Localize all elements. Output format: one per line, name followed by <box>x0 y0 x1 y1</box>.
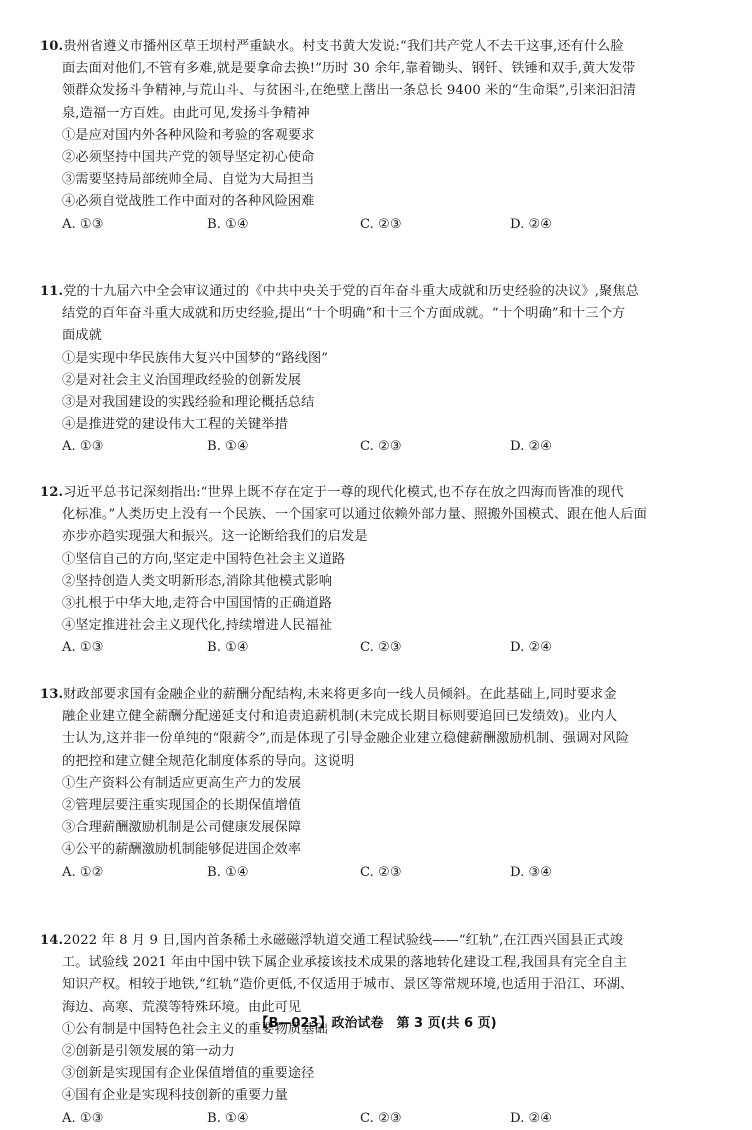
question-stem-text: 亦步亦趋实现强大和振兴。这一论断给我们的启发是 <box>62 529 368 545</box>
statement-option: ③是对我国建设的实践经验和理论概括总结 <box>62 394 315 410</box>
statement-option: ④国有企业是实现科技创新的重要力量 <box>62 1088 288 1104</box>
question-stem-text: 海边、高寒、荒漠等特殊环境。由此可见 <box>62 999 302 1015</box>
answer-choice: B. ①④ <box>207 1110 249 1126</box>
question-stem-line <box>40 706 722 728</box>
question-stem-text: 士认为,这并非一份单纯的“限薪令”,而是体现了引导金融企业建立稳健薪酬激励机制、强调对风险 <box>62 731 630 747</box>
question-stem-line <box>40 303 722 325</box>
question-stem-line <box>40 36 722 58</box>
question-stem-line <box>40 80 722 102</box>
page-footer: 【B—023】政治试卷 第 3 页(共 6 页) <box>255 1016 497 1031</box>
statement-option: ④是推进党的建设伟大工程的关键举措 <box>62 417 288 433</box>
question-stem-text: 习近平总书记深刻指出:“世界上既不存在定于一尊的现代化模式,也不存在放之四海而皆准的现代 <box>63 485 624 500</box>
answer-choice: C. ②③ <box>360 640 402 656</box>
question-number: 13. <box>40 687 64 702</box>
answer-choices <box>40 1108 722 1130</box>
answer-choice: A. ①③ <box>62 216 104 232</box>
statement-option: ④必须自觉战胜工作中面对的各种风险困难 <box>62 194 315 210</box>
question-stem-line <box>40 930 722 952</box>
question-stem-text: 结党的百年奋斗重大成就和历史经验,提出“十个明确”和十三个方面成就。“十个明确”和十三个方 <box>62 306 626 322</box>
answer-choices <box>40 214 722 236</box>
question-stem-text: 2022 年 8 月 9 日,国内首条稀土永磁磁浮轨道交通工程试验线——“红轨”,在江西兴国县正式竣 <box>63 933 623 948</box>
answer-choice: B. ①④ <box>207 439 249 455</box>
question-stem-line <box>40 504 722 526</box>
question-stem-line <box>40 482 722 504</box>
question-stem-line <box>40 751 722 773</box>
statement-option: ④公平的薪酬激励机制能够促进国企效率 <box>62 842 302 858</box>
answer-choice: A. ①③ <box>62 640 104 656</box>
answer-choice: C. ②③ <box>360 864 402 880</box>
question-stem-text: 融企业建立健全薪酬分配递延支付和追责追薪机制(未完成长期目标则要追回已发绩效)。业内人 <box>62 709 618 725</box>
question-stem-line <box>40 974 722 996</box>
statement-option: ②管理层要注重实现国企的长期保值增值 <box>62 797 302 813</box>
statement-option: ③扎根于中华大地,走符合中国国情的正确道路 <box>62 595 333 611</box>
question-stem-text: 财政部要求国有金融企业的薪酬分配结构,未来将更多向一线人员倾斜。在此基础上,同时要求金 <box>63 687 617 702</box>
question-stem-line <box>40 526 722 548</box>
question-stem-line <box>40 728 722 750</box>
answer-choices <box>40 436 722 458</box>
question-stem-line <box>40 684 722 706</box>
question-stem-line <box>40 281 722 303</box>
statement-option: ②坚持创造人类文明新形态,消除其他模式影响 <box>62 573 333 589</box>
answer-choice: C. ②③ <box>360 216 402 232</box>
question-stem-text: 化标准。”人类历史上没有一个民族、一个国家可以通过依赖外部力量、照搬外国模式、跟在他人后面 <box>62 507 647 523</box>
statement-option: ①坚信自己的方向,坚定走中国特色社会主义道路 <box>62 551 346 567</box>
question-13 <box>40 684 722 884</box>
answer-choice: B. ①④ <box>207 864 249 880</box>
statement-option: ③创新是实现国有企业保值增值的重要途径 <box>62 1066 315 1082</box>
question-11 <box>40 281 722 459</box>
question-10 <box>40 36 722 236</box>
answer-choice: D. ②④ <box>510 439 553 455</box>
question-stem-line <box>40 103 722 125</box>
statement-option: ③合理薪酬激励机制是公司健康发展保障 <box>62 820 302 836</box>
statement-option: ①是应对国内外各种风险和考验的客观要求 <box>62 127 315 143</box>
answer-choice: B. ①④ <box>207 640 249 656</box>
answer-choice: B. ①④ <box>207 216 249 232</box>
question-stem-text: 工。试验线 2021 年由中国中铁下属企业承接该技术成果的落地转化建设工程,我国具有完全自主 <box>62 955 628 971</box>
question-stem-text: 面成就 <box>62 328 102 344</box>
answer-choice: D. ②④ <box>510 640 553 656</box>
question-stem-text: 的把控和建立健全规范化制度体系的导向。这说明 <box>62 753 355 769</box>
question-number: 14. <box>40 933 64 948</box>
question-stem-line <box>40 952 722 974</box>
statement-option: ②创新是引领发展的第一动力 <box>62 1043 235 1059</box>
answer-choice: A. ①② <box>62 864 104 880</box>
statement-option: ②必须坚持中国共产党的领导坚定初心使命 <box>62 149 315 165</box>
answer-choice: A. ①③ <box>62 439 104 455</box>
answer-choice: D. ②④ <box>510 216 553 232</box>
question-stem-text: 领群众发扬斗争精神,与荒山斗、与贫困斗,在绝壁上凿出一条总长 9400 米的“生命渠”,引来汩汩清 <box>62 83 637 99</box>
question-stem-line <box>40 325 722 347</box>
answer-choice: C. ②③ <box>360 1110 402 1126</box>
question-number: 10. <box>40 39 64 54</box>
question-stem-text: 知识产权。相较于地铁,“红轨”造价更低,不仅适用于城市、景区等常规环境,也适用于沿江、环湖、 <box>62 977 634 993</box>
answer-choices <box>40 637 722 659</box>
question-stem-text: 面去面对他们,不管有多难,就是要拿命去换!”历时 30 余年,靠着锄头、钢钎、铁锤和双手,黄大发带 <box>62 61 636 77</box>
question-stem-text: 党的十九届六中全会审议通过的《中共中央关于党的百年奋斗重大成就和历史经验的决议》,聚焦总 <box>63 284 639 299</box>
statement-option: ①是实现中华民族伟大复兴中国梦的“路线图” <box>62 350 329 366</box>
answer-choice: A. ①③ <box>62 1110 104 1126</box>
statement-option: ①公有制是中国特色社会主义的重要物质基础 <box>62 1021 328 1037</box>
question-12 <box>40 482 722 660</box>
statement-option: ③需要坚持局部统帅全局、自觉为大局担当 <box>62 172 315 188</box>
question-number: 11. <box>40 284 64 299</box>
question-stem-text: 贵州省遵义市播州区草王坝村严重缺水。村支书黄大发说:“我们共产党人不去干这事,还有什么脸 <box>63 39 624 54</box>
answer-choice: D. ③④ <box>510 864 553 880</box>
statement-option: ②是对社会主义治国理政经验的创新发展 <box>62 372 302 388</box>
question-stem-line <box>40 58 722 80</box>
statement-option: ④坚定推进社会主义现代化,持续增进人民福祉 <box>62 618 333 634</box>
statement-option: ①生产资料公有制适应更高生产力的发展 <box>62 775 302 791</box>
answer-choices <box>40 862 722 884</box>
answer-choice: C. ②③ <box>360 439 402 455</box>
question-stem-text: 泉,造福一方百姓。由此可见,发扬斗争精神 <box>62 105 310 121</box>
answer-choice: D. ②④ <box>510 1110 553 1126</box>
question-number: 12. <box>40 485 64 500</box>
